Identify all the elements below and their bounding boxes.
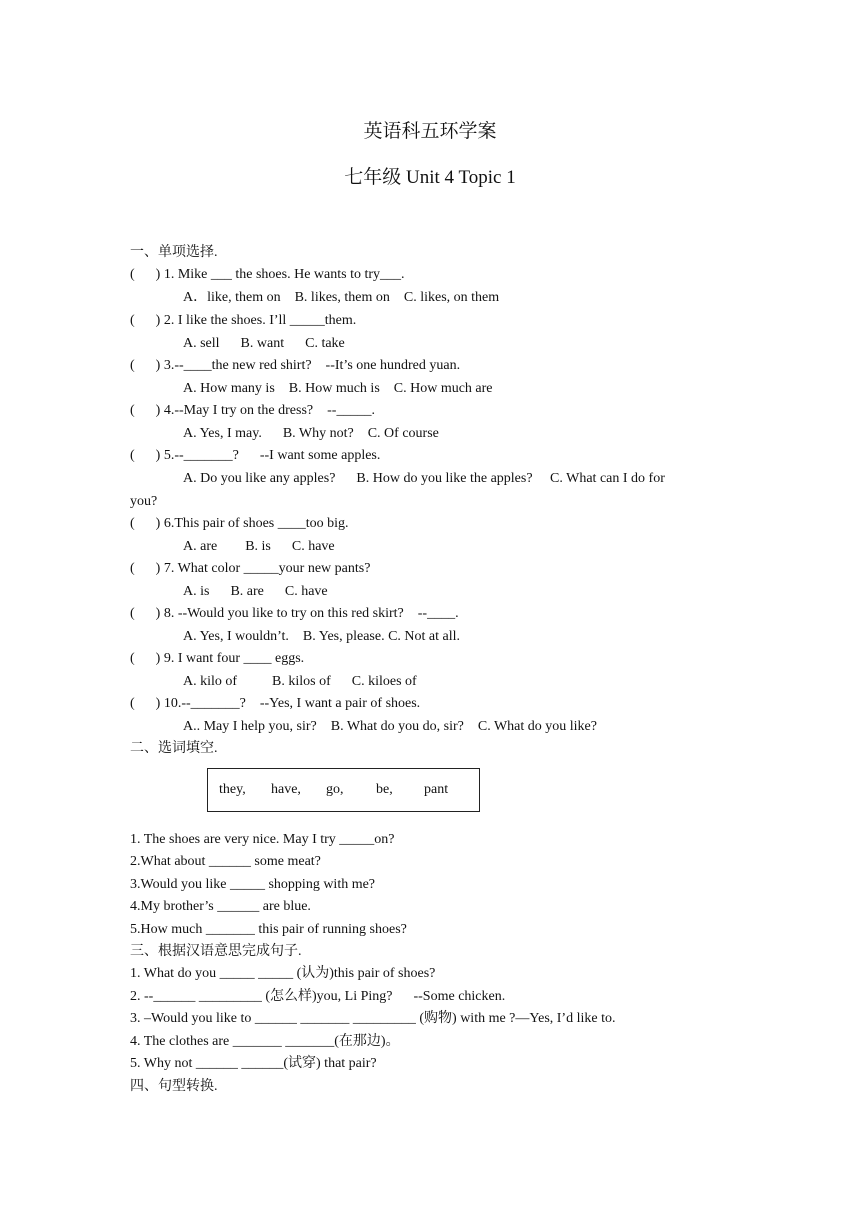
question-4-options: A. Yes, I may. B. Why not? C. Of course — [183, 426, 439, 441]
word-bank-item: go, — [326, 782, 344, 797]
question-9-options: A. kilo of B. kilos of C. kiloes of — [183, 674, 417, 689]
fill-item-3: 3.Would you like _____ shopping with me? — [130, 877, 376, 892]
fill-item-2: 2.What about ______ some meat? — [130, 854, 321, 869]
translate-item-1: 1. What do you _____ _____ (认为)this pair of shoes? — [130, 966, 436, 981]
question-9: ( ) 9. I want four ____ eggs. — [130, 651, 305, 666]
question-4: ( ) 4.--May I try on the dress? --_____. — [130, 403, 375, 418]
translate-item-3: 3. –Would you like to ______ _______ _________ (购物) with me ?—Yes, I’d like to. — [130, 1011, 616, 1026]
question-2-options: A. sell B. want C. take — [183, 336, 345, 351]
section1-heading: 一、单项选择. — [130, 245, 218, 260]
worksheet-title: 英语科五环学案 — [363, 121, 497, 142]
question-5-options-continued: you? — [130, 494, 158, 509]
word-bank-item: they, — [219, 782, 246, 797]
question-7-options: A. is B. are C. have — [183, 584, 328, 599]
translate-item-5: 5. Why not ______ ______(试穿) that pair? — [130, 1056, 377, 1071]
question-1: ( ) 1. Mike ___ the shoes. He wants to try___. — [130, 267, 405, 282]
fill-item-5: 5.How much _______ this pair of running shoes? — [130, 922, 407, 937]
question-8: ( ) 8. --Would you like to try on this red skirt? --____. — [130, 606, 459, 621]
question-1-options: A．like, them on B. likes, them on C. likes, on them — [183, 290, 500, 305]
question-5-options: A. Do you like any apples? B. How do you like the apples? C. What can I do for — [183, 471, 665, 486]
section4-heading: 四、句型转换. — [130, 1079, 218, 1094]
question-6: ( ) 6.This pair of shoes ____too big. — [130, 516, 349, 531]
question-3-options: A. How many is B. How much is C. How much are — [183, 381, 493, 396]
translate-item-4: 4. The clothes are _______ _______(在那边)。 — [130, 1034, 400, 1049]
question-8-options: A. Yes, I wouldn’t. B. Yes, please. C. Not at all. — [183, 629, 461, 644]
section3-heading: 三、根据汉语意思完成句子. — [130, 944, 302, 959]
translate-item-2: 2. --______ _________ (怎么样)you, Li Ping? --Some chicken. — [130, 989, 506, 1004]
question-10: ( ) 10.--_______? --Yes, I want a pair of shoes. — [130, 696, 421, 711]
word-bank-box — [207, 768, 480, 812]
question-2: ( ) 2. I like the shoes. I’ll _____them. — [130, 313, 357, 328]
fill-item-1: 1. The shoes are very nice. May I try _____on? — [130, 832, 395, 847]
worksheet-subtitle: 七年级 Unit 4 Topic 1 — [344, 167, 516, 188]
word-bank-item: be, — [376, 782, 393, 797]
word-bank-item: have, — [271, 782, 301, 797]
question-5: ( ) 5.--_______? --I want some apples. — [130, 448, 381, 463]
question-7: ( ) 7. What color _____your new pants? — [130, 561, 371, 576]
fill-item-4: 4.My brother’s ______ are blue. — [130, 899, 311, 914]
word-bank-item: pant — [424, 782, 449, 797]
question-10-options: A.. May I help you, sir? B. What do you do, sir? C. What do you like? — [183, 719, 597, 734]
section2-heading: 二、选词填空. — [130, 741, 218, 756]
question-6-options: A. are B. is C. have — [183, 539, 335, 554]
question-3: ( ) 3.--____the new red shirt? --It’s one hundred yuan. — [130, 358, 461, 373]
